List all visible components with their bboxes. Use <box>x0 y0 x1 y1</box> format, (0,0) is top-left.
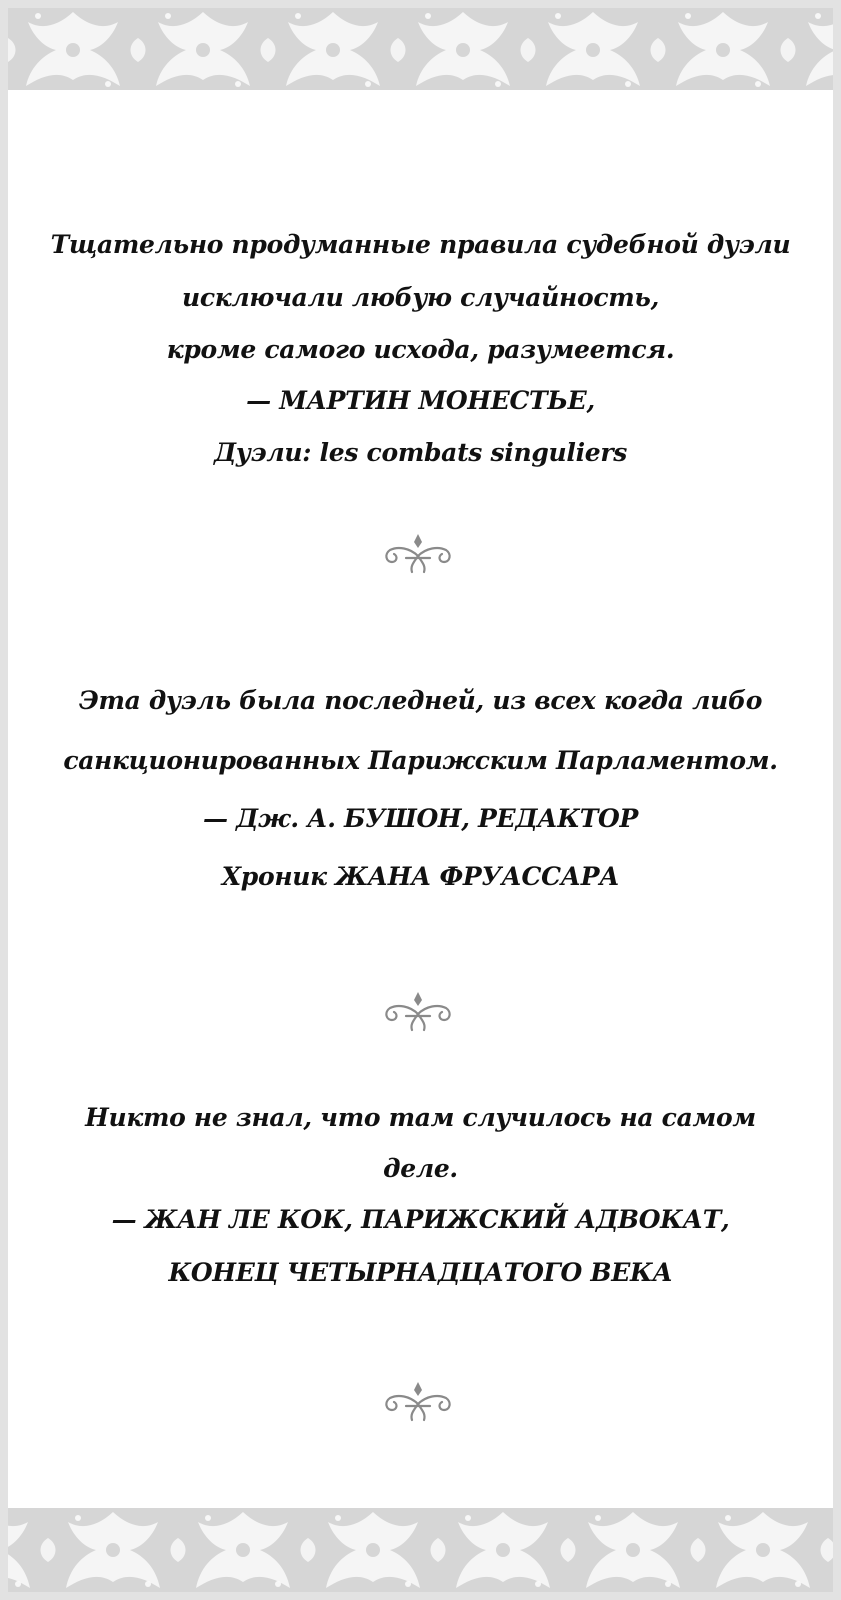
quote-2-line-2: санкционированных Парижским Парламентом. <box>63 746 778 775</box>
bottom-damask-band <box>8 1508 833 1592</box>
quote-1-attribution: — МАРТИН МОНЕСТЬЕ, <box>246 386 595 415</box>
quote-3-source: КОНЕЦ ЧЕТЫРНАДЦАТОГО ВЕКА <box>168 1258 673 1287</box>
top-damask-band <box>8 8 833 90</box>
quote-2-attribution: — Дж. А. БУШОН, РЕДАКТОР <box>202 804 639 833</box>
quote-1-line-3: кроме самого исхода, разумеется. <box>166 335 675 364</box>
damask-pattern-icon <box>8 8 833 90</box>
epigraph-page <box>8 90 833 1508</box>
quote-3-line-2: деле. <box>383 1154 458 1183</box>
quote-1-line-2: исключали любую случайность, <box>181 283 660 312</box>
quote-2-source: Хроник ЖАНА ФРУАССАРА <box>221 862 620 891</box>
fleuron-ornament-icon <box>380 990 456 1034</box>
quote-1-source: Дуэли: les combats singuliers <box>213 438 628 467</box>
quote-3-line-1: Никто не знал, что там случилось на самом <box>85 1103 756 1132</box>
damask-pattern-icon <box>8 1508 833 1592</box>
fleuron-ornament-icon <box>380 532 456 576</box>
quote-3-attribution: — ЖАН ЛЕ КОК, ПАРИЖСКИЙ АДВОКАТ, <box>111 1205 730 1234</box>
quote-1-line-1: Тщательно продуманные правила судебной дуэли <box>50 230 791 259</box>
fleuron-ornament-icon <box>380 1380 456 1424</box>
quote-2-line-1: Эта дуэль была последней, из всех когда либо <box>78 686 763 715</box>
